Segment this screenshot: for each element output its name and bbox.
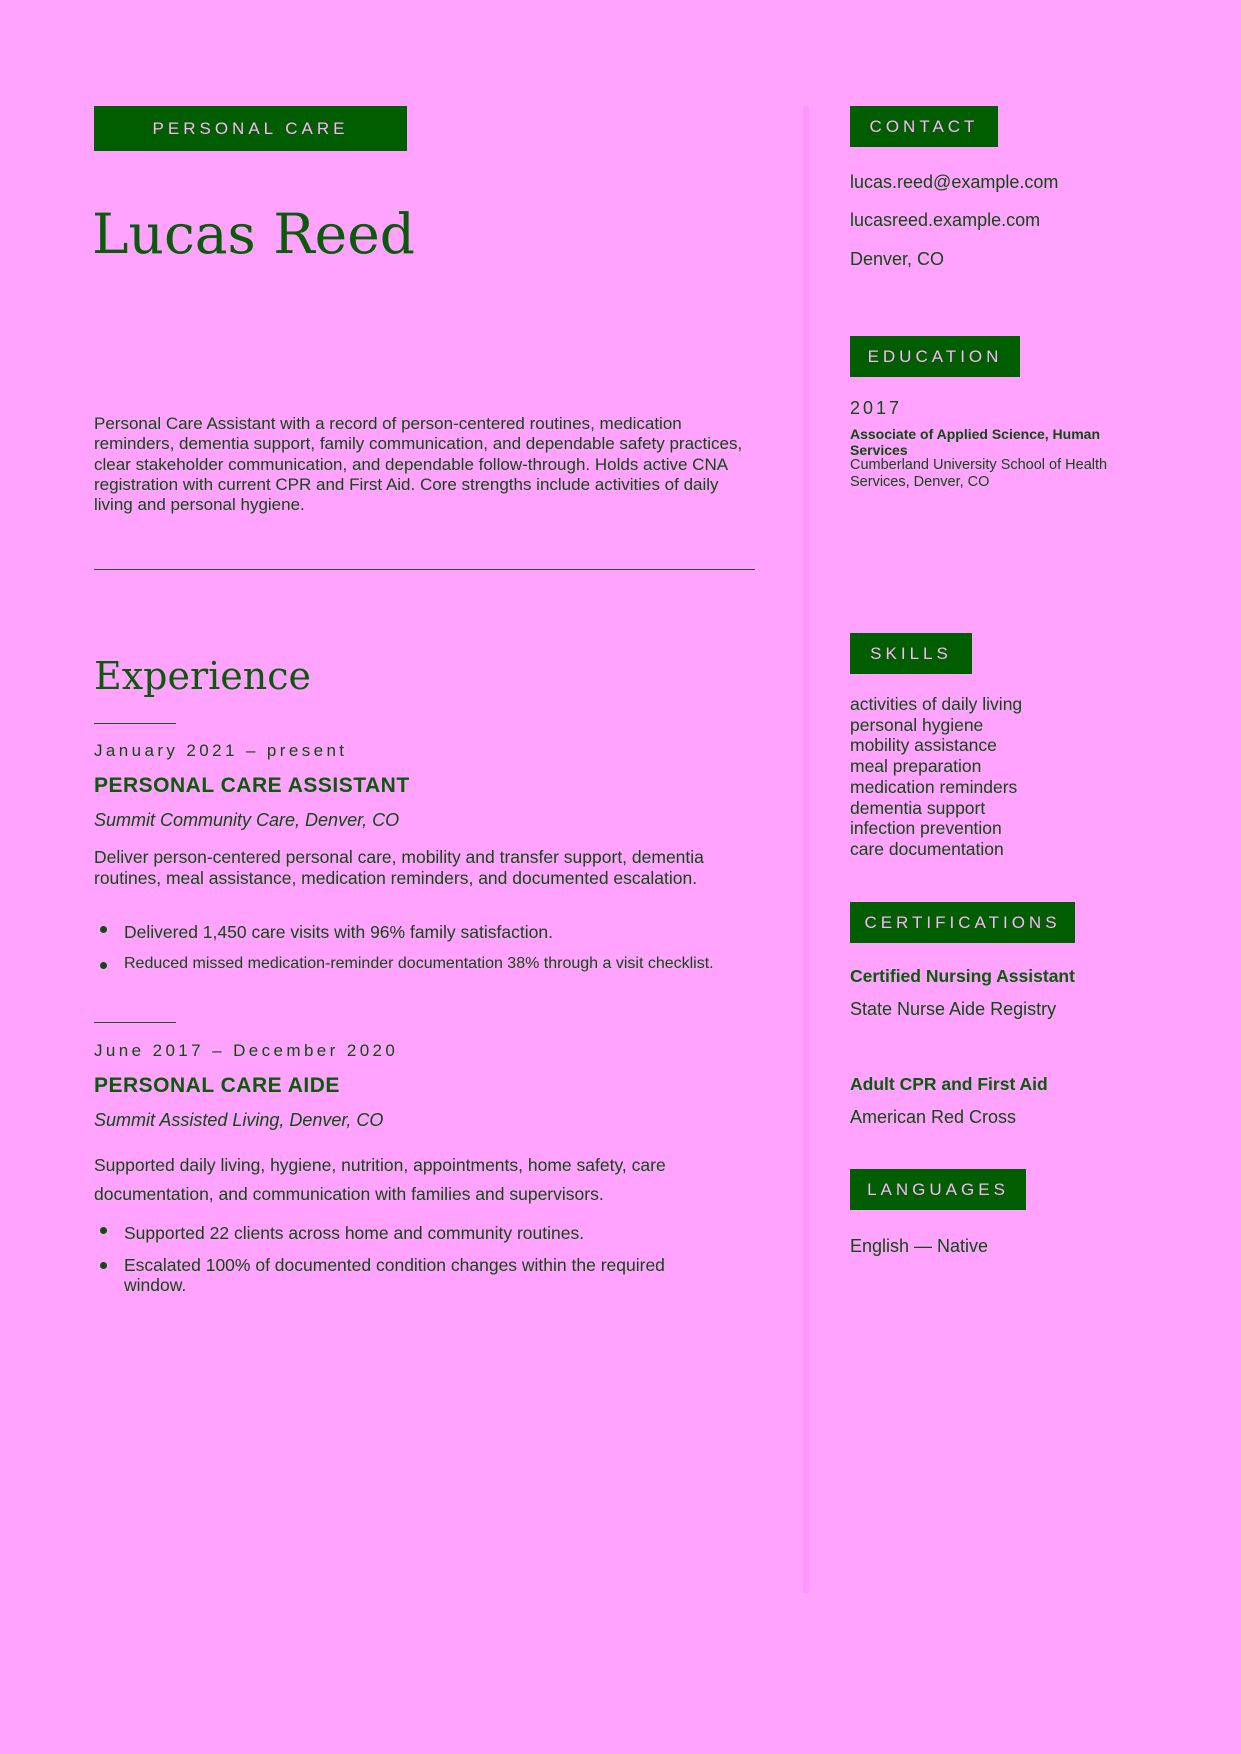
contact-location: Denver, CO — [850, 249, 945, 269]
skills-heading-label: SKILLS — [870, 643, 952, 663]
certifications-heading-label: CERTIFICATIONS — [864, 912, 1061, 932]
summary: Personal Care Assistant with a record of person-centered routines, medication reminders, dementia support, family communication, and dependable safety practices, clear stakeholder communication, and dependable follow-through. Holds active CNA registration with current CPR and First Aid. Core strengths include activities of daily living and personal hygiene. — [94, 414, 743, 515]
education-year: 2017 — [850, 398, 903, 418]
bullet-dot — [100, 926, 107, 933]
job-title: PERSONAL CARE ASSISTANT — [94, 774, 410, 797]
job-description: Supported daily living, hygiene, nutrition, appointments, home safety, care documentation, and communication with families and supervisors. — [94, 1155, 666, 1204]
column-divider — [803, 106, 809, 1593]
experience-heading: Experience — [94, 654, 312, 698]
job-bullet: Reduced missed medication-reminder documentation 38% through a visit checklist. — [124, 955, 714, 972]
job-dates: January 2021 – present — [94, 741, 348, 760]
certifications-heading — [850, 902, 1075, 943]
job-company: Summit Assisted Living, Denver, CO — [94, 1110, 384, 1130]
job-bullet: Supported 22 clients across home and community routines. — [124, 1223, 585, 1243]
contact-heading-label: CONTACT — [869, 116, 979, 136]
language-item: English — Native — [850, 1236, 989, 1256]
certification-name: Adult CPR and First Aid — [850, 1074, 1048, 1094]
education-heading-label: EDUCATION — [867, 346, 1003, 366]
header-tag-label: PERSONAL CARE — [152, 118, 349, 138]
skill-item: infection prevention — [850, 818, 1002, 839]
languages-heading — [850, 1169, 1026, 1210]
skill-item: activities of daily living — [850, 694, 1023, 714]
job-description: Deliver person-centered personal care, mobility and transfer support, dementia routines, meal assistance, medication reminders, and documented escalation. — [94, 847, 704, 888]
job-title: PERSONAL CARE AIDE — [94, 1074, 340, 1097]
section-divider — [94, 569, 755, 570]
contact-website[interactable]: lucasreed.example.com — [850, 210, 1041, 230]
education-heading — [850, 336, 1020, 377]
languages-heading-label: LANGUAGES — [867, 1179, 1009, 1199]
certification-name: Certified Nursing Assistant — [850, 966, 1075, 986]
skill-item: medication reminders — [850, 776, 1018, 797]
skills-list — [850, 694, 1022, 860]
skill-item: care documentation — [850, 838, 1004, 859]
bullet-dot — [100, 1227, 107, 1234]
contact-heading — [850, 106, 998, 147]
bullet-dot — [100, 962, 107, 969]
certification-issuer: American Red Cross — [850, 1107, 1017, 1127]
skill-item: meal preparation — [850, 756, 982, 777]
candidate-name: Lucas Reed — [92, 202, 415, 266]
skill-item: dementia support — [850, 797, 986, 818]
skills-heading — [850, 633, 972, 674]
skill-item: mobility assistance — [850, 735, 997, 756]
certification-issuer: State Nurse Aide Registry — [850, 999, 1057, 1019]
skill-item: personal hygiene — [850, 714, 984, 735]
bullet-dot — [100, 1262, 107, 1269]
job-company: Summit Community Care, Denver, CO — [94, 810, 400, 830]
education-degree: Associate of Applied Science, Human Services — [850, 426, 1100, 458]
contact-email[interactable]: lucas.reed@example.com — [850, 172, 1059, 192]
job-rule — [94, 723, 176, 724]
job-dates: June 2017 – December 2020 — [94, 1041, 399, 1060]
job-rule — [94, 1022, 176, 1023]
header-tag — [94, 106, 407, 151]
education-school: Cumberland University School of Health Services, Denver, CO — [850, 457, 1108, 490]
job-bullet: Delivered 1,450 care visits with 96% family satisfaction. — [124, 922, 553, 942]
job-bullet: Escalated 100% of documented condition changes within the required window. — [124, 1255, 665, 1295]
